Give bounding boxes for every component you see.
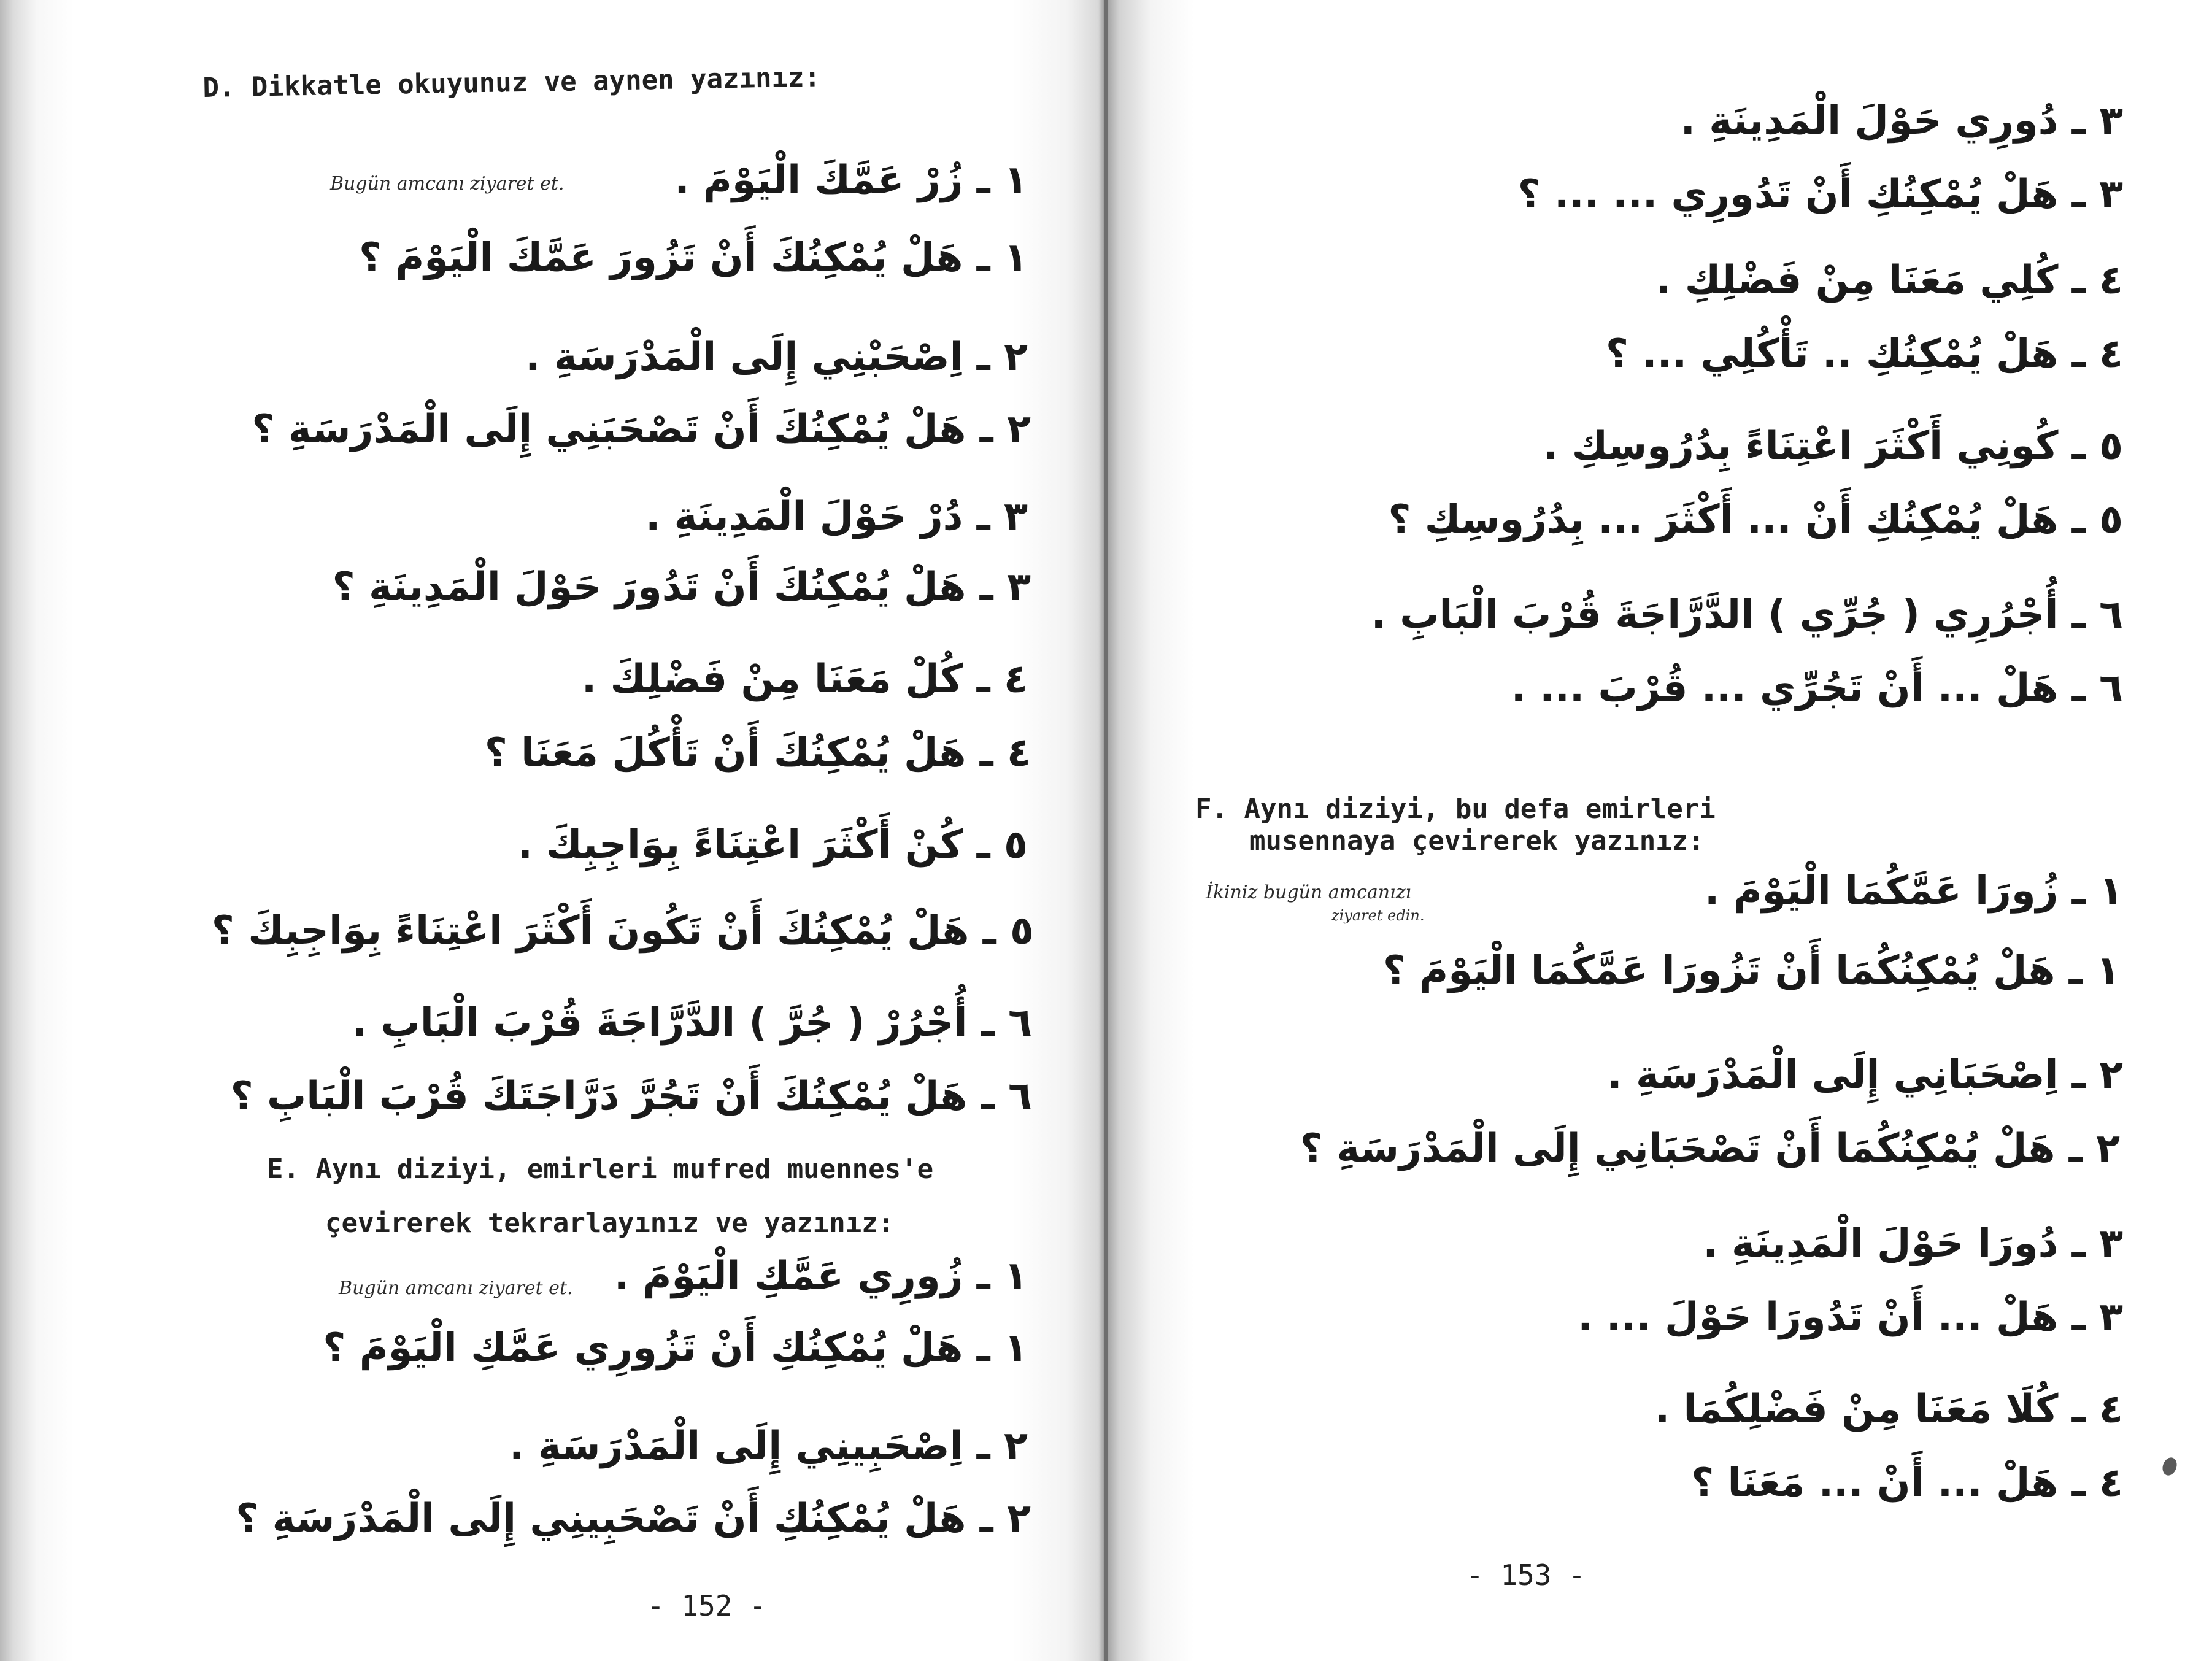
exercise-d-line-5b: ٥ ـ هَلْ يُمْكِنُكَ أَنْ تَكُونَ أَكْثَرَ اعْتِنَاءً بِوَاجِبِكَ ؟	[211, 908, 1034, 954]
exercise-f-line-3b: ٣ ـ هَلْ ... أَنْ تَدُورَا حَوْلَ ... .	[1578, 1295, 2123, 1340]
exercise-d-line-3b: ٣ ـ هَلْ يُمْكِنُكَ أَنْ تَدُورَ حَوْلَ الْمَدِينَةِ ؟	[332, 565, 1031, 610]
section-d-title: D. Dikkatle okuyunuz ve aynen yazınız:	[202, 61, 821, 104]
section-f-title: F. Aynı diziyi, bu defa emirleri	[1195, 793, 1716, 825]
exercise-e-line-6b: ٦ ـ هَلْ ... أَنْ تَجُرِّي ... قُرْبَ ... .	[1511, 666, 2123, 711]
exercise-e-line-2a: ٢ ـ اِصْحَبِينِي إِلَى الْمَدْرَسَةِ .	[509, 1424, 1028, 1469]
handwritten-note-d1: Bugün amcanı ziyaret et.	[330, 173, 565, 195]
exercise-e-line-3b: ٣ ـ هَلْ يُمْكِنُكِ أَنْ تَدُورِي ... ... ؟	[1517, 172, 2123, 217]
page-number-left: - 152 -	[647, 1589, 766, 1622]
exercise-e-line-4a: ٤ ـ كُلِي مَعَنَا مِنْ فَضْلِكِ .	[1656, 258, 2123, 303]
exercise-d-line-2a: ٢ ـ اِصْحَبْنِي إِلَى الْمَدْرَسَةِ .	[525, 334, 1028, 380]
exercise-e-line-3a: ٣ ـ دُورِي حَوْلَ الْمَدِينَةِ .	[1680, 98, 2123, 144]
exercise-e-line-1b: ١ ـ هَلْ يُمْكِنُكِ أَنْ تَزُورِي عَمَّكِ الْيَوْمَ ؟	[323, 1325, 1028, 1371]
exercise-e-line-2b: ٢ ـ هَلْ يُمْكِنُكِ أَنْ تَصْحَبِينِي إِلَى الْمَدْرَسَةِ ؟	[236, 1496, 1031, 1541]
exercise-d-line-6a: ٦ ـ أُجْرُرْ ( جُرَّ ) الدَّرَّاجَةَ قُرْبَ الْبَابِ .	[352, 1000, 1032, 1046]
exercise-d-line-1a: ١ ـ زُرْ عَمَّكَ الْيَوْمَ .	[674, 158, 1028, 203]
exercise-d-line-4a: ٤ ـ كُلْ مَعَنَا مِنْ فَضْلِكَ .	[581, 657, 1028, 702]
left-page	[0, 0, 1104, 1661]
exercise-d-line-6b: ٦ ـ هَلْ يُمْكِنُكَ أَنْ تَجُرَّ دَرَّاجَتَكَ قُرْبَ الْبَابِ ؟	[230, 1074, 1032, 1119]
exercise-d-line-1b: ١ ـ هَلْ يُمْكِنُكَ أَنْ تَزُورَ عَمَّكَ الْيَوْمَ ؟	[358, 235, 1028, 280]
exercise-f-line-2b: ٢ ـ هَلْ يُمْكِنُكُمَا أَنْ تَصْحَبَانِي إِلَى الْمَدْرَسَةِ ؟	[1300, 1126, 2120, 1171]
exercise-e-line-5a: ٥ ـ كُونِي أَكْثَرَ اعْتِنَاءً بِدُرُوسِكِ .	[1543, 423, 2123, 469]
exercise-d-line-5a: ٥ ـ كُنْ أَكْثَرَ اعْتِنَاءً بِوَاجِبِكَ .	[517, 822, 1028, 868]
exercise-f-line-1a: ١ ـ زُورَا عَمَّكُمَا الْيَوْمَ .	[1705, 868, 2123, 914]
section-e-subtitle: çevirerek tekrarlayınız ve yazınız:	[325, 1208, 895, 1239]
exercise-d-line-3a: ٣ ـ دُرْ حَوْلَ الْمَدِينَةِ .	[645, 494, 1028, 539]
section-f-subtitle: musennaya çevirerek yazınız:	[1249, 825, 1705, 857]
exercise-f-line-1b: ١ ـ هَلْ يُمْكِنُكُمَا أَنْ تَزُورَا عَمَّكُمَا الْيَوْمَ ؟	[1382, 948, 2120, 993]
exercise-f-line-4a: ٤ ـ كُلَا مَعَنَا مِنْ فَضْلِكُمَا .	[1654, 1387, 2123, 1432]
exercise-f-line-4b: ٤ ـ هَلْ ... أَنْ ... مَعَنَا ؟	[1691, 1460, 2123, 1506]
handwritten-note-f1-continued: ziyaret edin.	[1331, 907, 1425, 924]
handwritten-note-e1: Bugün amcanı ziyaret et.	[339, 1278, 573, 1299]
exercise-e-line-6a: ٦ ـ أُجْرُرِي ( جُرِّي ) الدَّرَّاجَةَ قُرْبَ الْبَابِ .	[1371, 592, 2123, 638]
exercise-f-line-3a: ٣ ـ دُورَا حَوْلَ الْمَدِينَةِ .	[1703, 1221, 2123, 1266]
exercise-e-line-1a: ١ ـ زُورِي عَمَّكِ الْيَوْمَ .	[614, 1254, 1028, 1299]
handwritten-note-f1: İkiniz bugün amcanızı	[1206, 882, 1412, 903]
exercise-e-line-4b: ٤ ـ هَلْ يُمْكِنُكِ .. تَأْكُلِي ... ؟	[1605, 331, 2123, 377]
exercise-d-line-2b: ٢ ـ هَلْ يُمْكِنُكَ أَنْ تَصْحَبَنِي إِلَى الْمَدْرَسَةِ ؟	[252, 407, 1031, 452]
section-e-title: E. Aynı diziyi, emirleri mufred muennes'e	[267, 1154, 934, 1185]
exercise-e-line-5b: ٥ ـ هَلْ يُمْكِنُكِ أَنْ ... أَكْثَرَ ... بِدُرُوسِكِ ؟	[1388, 497, 2123, 542]
page-number-right: - 153 -	[1466, 1559, 1586, 1592]
exercise-d-line-4b: ٤ ـ هَلْ يُمْكِنُكَ أَنْ تَأْكُلَ مَعَنَا ؟	[484, 730, 1031, 776]
exercise-f-line-2a: ٢ ـ اِصْحَبَانِي إِلَى الْمَدْرَسَةِ .	[1607, 1052, 2123, 1098]
